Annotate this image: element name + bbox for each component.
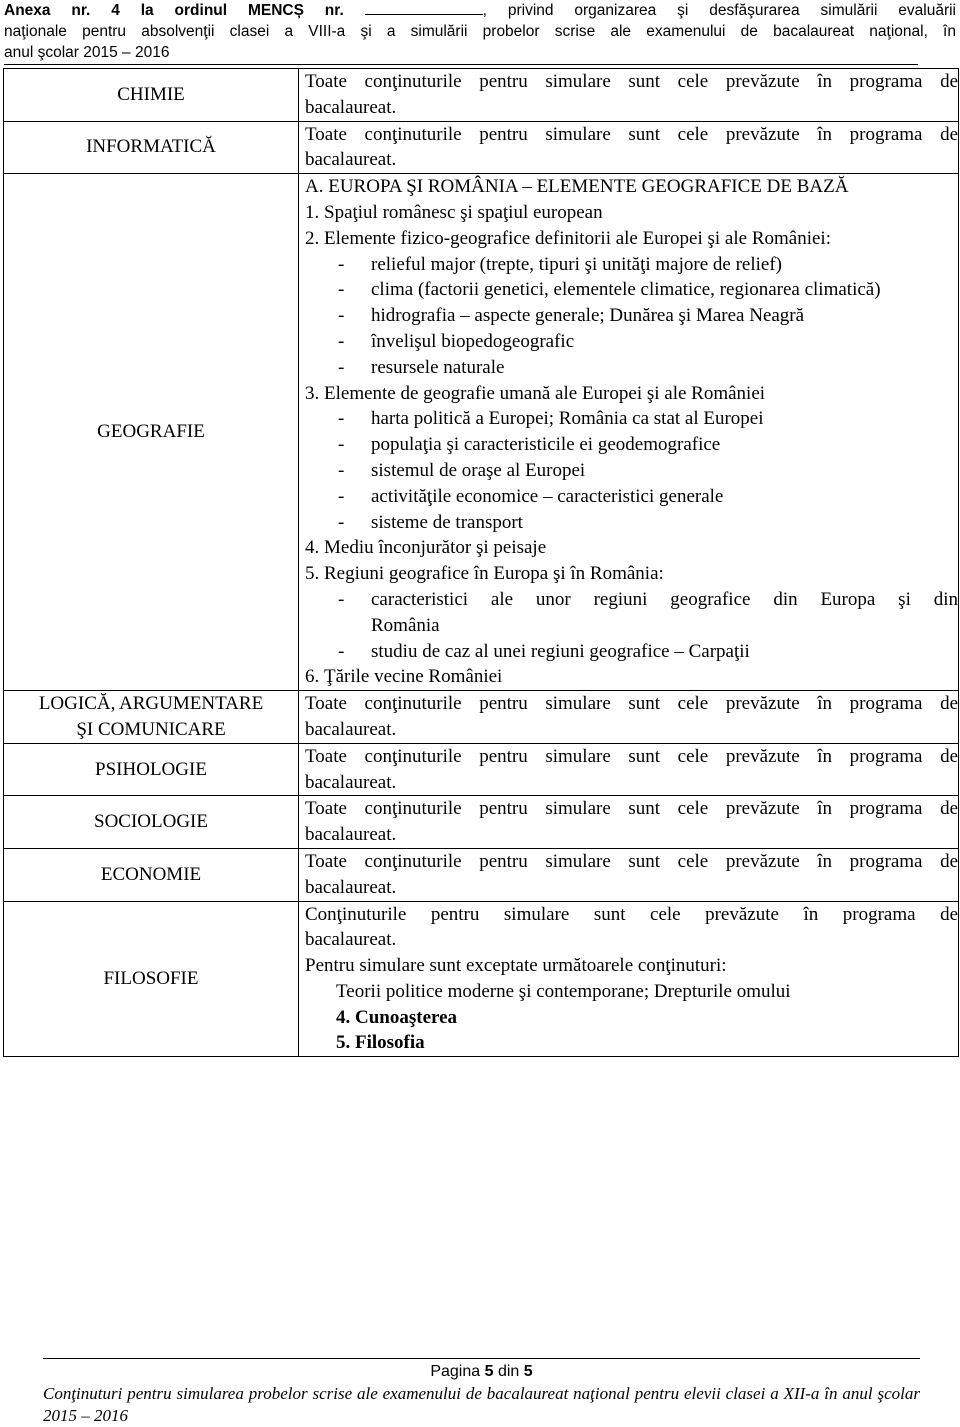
bullet-text: activităţile economice – caracteristici generale [371, 485, 724, 507]
content-text: 3. Elemente de geografie umană ale Europei şi ale României [305, 382, 766, 404]
bullet-text: harta politică a Europei; România ca stat al Europei [371, 408, 764, 430]
order-number-blank [365, 0, 483, 15]
bullet-text: sistemul de oraşe al Europei [371, 459, 586, 481]
bullet-item [305, 458, 958, 484]
subject-name-cell [4, 901, 299, 1057]
dash-bullet: - [338, 640, 345, 662]
page-total: 5 [523, 1363, 533, 1380]
dash-bullet: - [338, 485, 345, 507]
header-line-1 [4, 0, 956, 21]
content-text: bacalaureat. [305, 718, 397, 740]
content-text: bacalaureat. [305, 771, 397, 793]
subjects-table [3, 68, 959, 1057]
content-text: bacalaureat. [305, 96, 397, 118]
bullet-text: populaţia şi caracteristicile ei geodemografice [371, 434, 721, 456]
subject-content-cell [299, 691, 959, 744]
header-line-1-rest: , privind organizarea şi desfăşurarea simulării evaluării [482, 2, 956, 19]
subject-content-cell [299, 901, 959, 1057]
subject-name-cell [4, 121, 299, 174]
bullet-item [305, 639, 958, 665]
content-text: 4. Mediu înconjurător şi peisaje [305, 537, 547, 559]
bullet-item [305, 432, 958, 458]
dash-bullet: - [338, 588, 345, 610]
footer-note: Conţinuturi pentru simularea probelor scrise ale examenului de bacalaureat naţional pentru elevii clasei a XII-a în anul şcolar 2015 – 2016 [43, 1384, 920, 1425]
content-text: bacalaureat. [305, 929, 397, 951]
header-line-2: naţionale pentru absolvenţii clasei a VIII-a şi a simulării probelor scrise ale examenului de bacalaureat naţional, în [4, 23, 956, 40]
dash-bullet: - [338, 356, 345, 378]
content-text: Toate conţinuturile pentru simulare sunt cele prevăzute în programa de [305, 798, 958, 820]
bullet-text: sisteme de transport [371, 511, 523, 533]
bullet-item [305, 252, 958, 278]
subject-row [4, 848, 959, 901]
subject-row [4, 691, 959, 744]
subject-row [4, 796, 959, 849]
content-text: Toate conţinuturile pentru simulare sunt cele prevăzute în programa de [305, 693, 958, 715]
subject-content-cell [299, 69, 959, 122]
dash-bullet: - [338, 253, 345, 275]
subject-name-cell [4, 174, 299, 691]
subject-name-cell [4, 743, 299, 796]
chapter-title: 5. Filosofia [336, 1032, 425, 1054]
content-text: România [371, 614, 440, 636]
subject-name: GEOGRAFIE [97, 421, 205, 443]
content-text: Pentru simulare sunt exceptate următoarele conţinuturi: [305, 955, 727, 977]
dash-bullet: - [338, 408, 345, 430]
content-text: Toate conţinuturile pentru simulare sunt cele prevăzute în programa de [305, 71, 958, 92]
bullet-item [305, 587, 958, 613]
content-text: 2. Elemente fizico-geografice definitorii ale Europei şi ale României: [305, 227, 831, 249]
bullet-item [305, 277, 958, 303]
annex-label: Anexa nr. 4 la ordinul MENCȘ nr. [4, 2, 344, 19]
content-text: 6. Ţările vecine României [305, 666, 503, 688]
subject-content-cell [299, 848, 959, 901]
subject-content-cell [299, 174, 959, 691]
subject-content-cell [299, 121, 959, 174]
content-text: Teorii politice moderne şi contemporane; Drepturile omului [336, 980, 791, 1002]
bullet-item [305, 303, 958, 329]
page-current: 5 [484, 1363, 494, 1380]
subject-name-cell [4, 691, 299, 744]
subject-name-cell [4, 848, 299, 901]
subject-name: PSIHOLOGIE [95, 758, 207, 780]
content-text: Toate conţinuturile pentru simulare sunt cele prevăzute în programa de [305, 123, 958, 145]
dash-bullet: - [338, 305, 345, 327]
bullet-item [305, 510, 958, 536]
subject-content-cell [299, 743, 959, 796]
bullet-item [305, 355, 958, 381]
page-label: Pagina [430, 1363, 481, 1380]
subject-row [4, 121, 959, 174]
content-text: bacalaureat. [305, 824, 397, 846]
content-text: Conţinuturile pentru simulare sunt cele prevăzute în programa de [305, 903, 958, 925]
bullet-text: resursele naturale [371, 356, 505, 378]
subject-row [4, 69, 959, 122]
subject-name-cell [4, 69, 299, 122]
bullet-text: caracteristici ale unor regiuni geografice din Europa şi din [371, 588, 958, 610]
subjects-table-body [4, 69, 959, 1057]
chapter-title: 4. Cunoaşterea [336, 1006, 458, 1028]
document-header [4, 0, 956, 63]
bullet-text: studiu de caz al unei regiuni geografice – Carpaţii [371, 640, 750, 662]
subject-content-cell [299, 796, 959, 849]
dash-bullet: - [338, 434, 345, 456]
subject-name: SOCIOLOGIE [94, 811, 208, 833]
subject-name: INFORMATICĂ [86, 136, 216, 158]
bullet-text: hidrografia – aspecte generale; Dunărea şi Marea Neagră [371, 305, 805, 327]
bullet-item [305, 406, 958, 432]
page-number [43, 1361, 920, 1383]
bullet-item [305, 484, 958, 510]
content-text: Toate conţinuturile pentru simulare sunt cele prevăzute în programa de [305, 745, 958, 767]
subject-row [4, 743, 959, 796]
header-line-3: anul şcolar 2015 – 2016 [4, 44, 170, 61]
bullet-text: clima (factorii genetici, elementele climatice, regionarea climatică) [371, 279, 881, 301]
subject-row [4, 174, 959, 691]
footer-divider [43, 1358, 920, 1359]
content-text: bacalaureat. [305, 876, 397, 898]
subject-name-cell [4, 796, 299, 849]
subject-name: CHIMIE [117, 83, 185, 105]
bullet-text: relieful major (trepte, tipuri şi unităţi majore de relief) [371, 253, 782, 275]
subject-row [4, 901, 959, 1057]
dash-bullet: - [338, 459, 345, 481]
content-text: 1. Spaţiul românesc şi spaţiul european [305, 201, 603, 223]
content-text: A. EUROPA ŞI ROMÂNIA – ELEMENTE GEOGRAFICE DE BAZĂ [305, 176, 849, 198]
bullet-text: învelişul biopedogeografic [371, 330, 575, 352]
content-text: 5. Regiuni geografice în Europa şi în România: [305, 563, 664, 585]
dash-bullet: - [338, 511, 345, 533]
subject-name: FILOSOFIE [103, 967, 199, 989]
subject-name: ŞI COMUNICARE [76, 718, 226, 740]
dash-bullet: - [338, 279, 345, 301]
page-of-label: din [497, 1363, 520, 1380]
subject-name: LOGICĂ, ARGUMENTARE [38, 693, 264, 715]
header-divider [4, 64, 918, 65]
content-text: Toate conţinuturile pentru simulare sunt cele prevăzute în programa de [305, 850, 958, 872]
content-text: bacalaureat. [305, 149, 397, 171]
subject-name: ECONOMIE [100, 863, 202, 885]
document-footer [43, 1361, 920, 1427]
bullet-item [305, 329, 958, 355]
dash-bullet: - [338, 330, 345, 352]
